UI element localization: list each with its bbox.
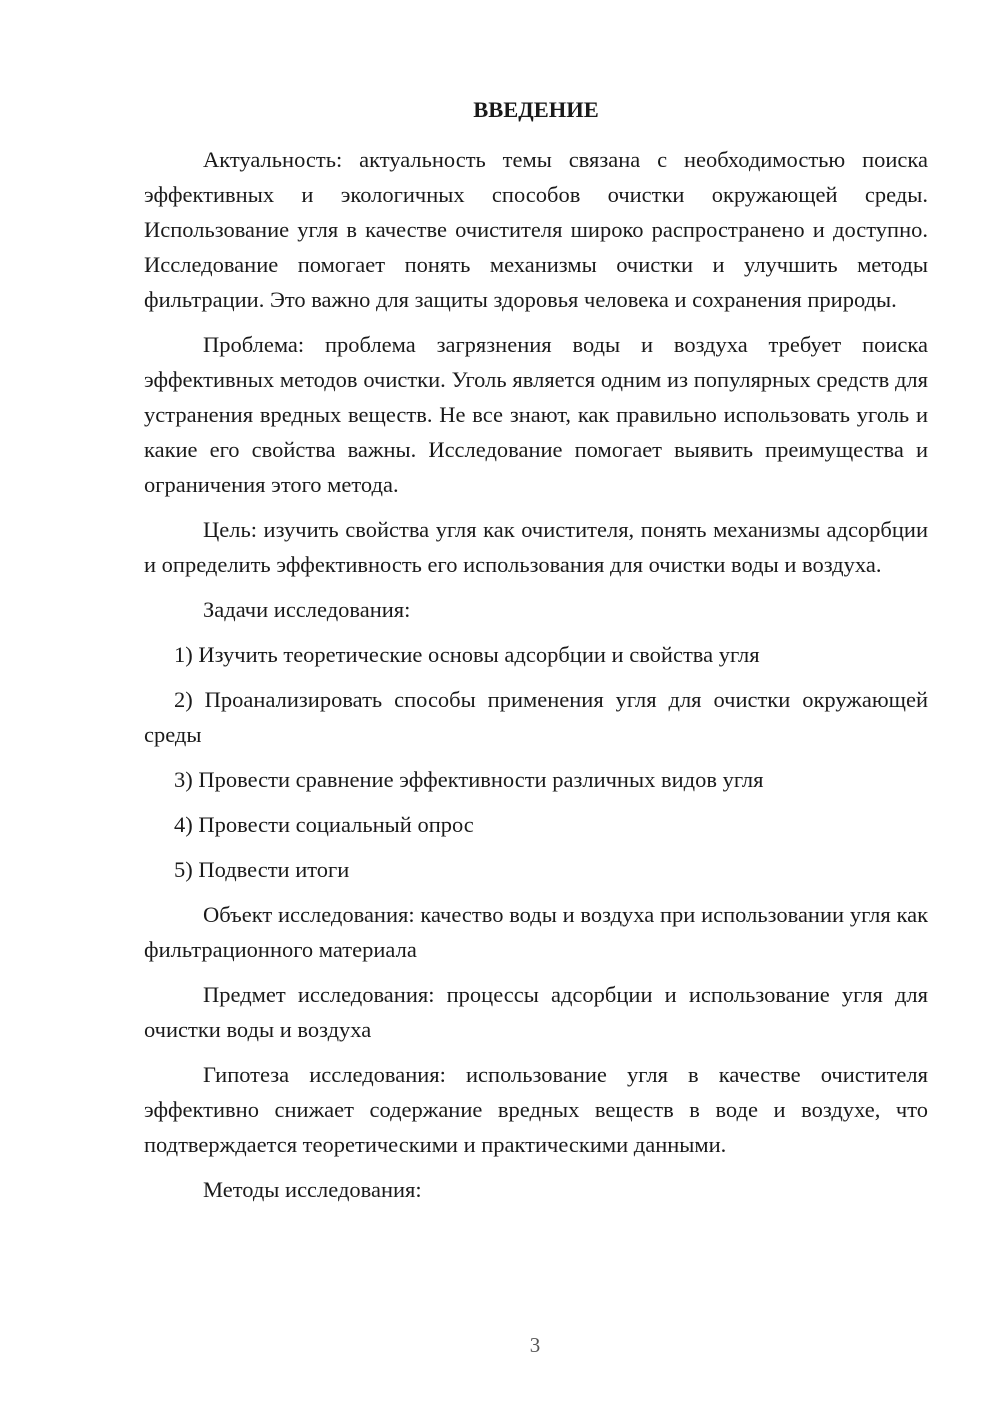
paragraph-goal: Цель: изучить свойства угля как очистителя, понять механизмы адсорбции и определить эффективность его использования для очистки воды и воздуха.	[144, 517, 928, 577]
paragraph-relevance: Актуальность: актуальность темы связана с необходимостью поиска эффективных и экологичных способов очистки окружающей среды. Использование угля в качестве очистителя широко распространено и доступно. Исследование помогает понять механизмы очистки и улучшить методы фильтрации. Это важно для защиты здоровья человека и сохранения природы.	[144, 147, 928, 312]
paragraph-object: Объект исследования: качество воды и воздуха при использовании угля как фильтрационного материала	[144, 902, 928, 962]
paragraph-subject: Предмет исследования: процессы адсорбции и использование угля для очистки воды и воздуха	[144, 982, 928, 1042]
paragraph-tasks-heading: Задачи исследования:	[203, 597, 411, 622]
page-number: 3	[529, 1333, 541, 1357]
page-content	[144, 92, 928, 1217]
paragraph-problem: Проблема: проблема загрязнения воды и воздуха требует поиска эффективных методов очистки. Уголь является одним из популярных средств для устранения вредных веществ. Не все знают, как правильно использовать уголь и какие его свойства важны. Исследование помогает выявить преимущества и ограничения этого метода.	[144, 332, 928, 497]
task-item-3: 3) Провести сравнение эффективности различных видов угля	[174, 767, 764, 792]
task-item-2: 2) Проанализировать способы применения угля для очистки окружающей среды	[144, 687, 928, 747]
task-item-4: 4) Провести социальный опрос	[174, 812, 474, 837]
paragraph-hypothesis: Гипотеза исследования: использование угля в качестве очистителя эффективно снижает содержание вредных веществ в воде и воздухе, что подтверждается теоретическими и практическими данными.	[144, 1062, 928, 1157]
section-heading: ВВЕДЕНИЕ	[473, 97, 599, 122]
paragraph-methods: Методы исследования:	[203, 1177, 422, 1202]
task-item-1: 1) Изучить теоретические основы адсорбции и свойства угля	[174, 642, 760, 667]
task-item-5: 5) Подвести итоги	[174, 857, 350, 882]
